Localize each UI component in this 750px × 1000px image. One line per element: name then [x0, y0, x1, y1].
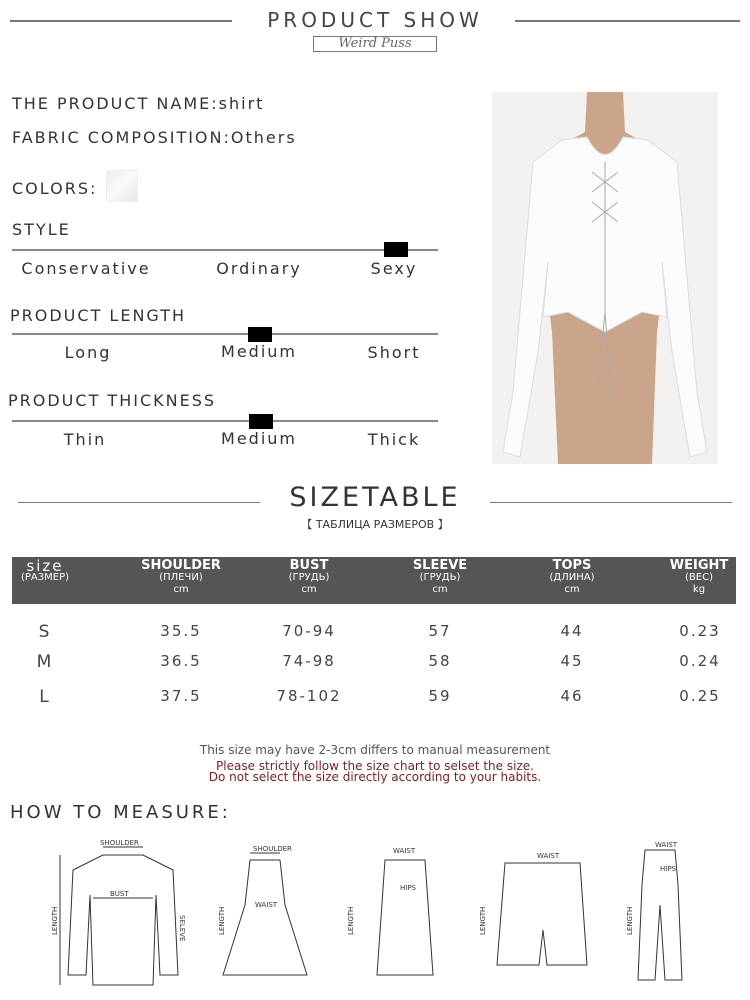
shorts-measure-diagram — [475, 835, 605, 995]
col-ru: (ДЛИНА) — [549, 572, 595, 583]
table-cell: 37.5 — [160, 687, 202, 705]
thickness-marker — [249, 414, 273, 429]
shirt-measure-diagram — [48, 835, 198, 995]
style-option: Ordinary — [216, 259, 302, 278]
size-note: This size may have 2-3cm differs to manual measurement — [199, 743, 551, 757]
section-title: PRODUCT SHOW — [267, 8, 483, 32]
col-weight — [670, 560, 728, 596]
thickness-title: PRODUCT THICKNESS — [8, 391, 216, 410]
product-name — [12, 94, 264, 113]
label-length: LENGTH — [479, 906, 487, 935]
thickness-option: Thick — [367, 430, 421, 449]
product-photo — [492, 92, 718, 464]
table-cell: 58 — [428, 652, 452, 670]
pants-measure-diagram — [620, 835, 700, 995]
label-length: LENGTH — [347, 906, 355, 935]
col-tops — [550, 560, 595, 596]
label-waist: WAIST — [655, 841, 678, 849]
value: Others — [230, 128, 297, 147]
table-cell: 35.5 — [160, 622, 202, 640]
table-cell: 36.5 — [160, 652, 202, 670]
style-scale — [12, 249, 438, 251]
col-unit: cm — [301, 584, 317, 595]
style-option: Sexy — [370, 259, 418, 278]
table-cell: 59 — [428, 687, 452, 705]
size-table-header — [12, 557, 736, 604]
label-waist: WAIST — [393, 847, 416, 855]
col-ru: (ГРУДЬ) — [419, 572, 461, 583]
label-bust: BUST — [110, 890, 129, 898]
length-title: PRODUCT LENGTH — [10, 306, 187, 325]
label-hips: HIPS — [400, 884, 416, 892]
thickness-scale — [12, 420, 438, 422]
label-waist: WAIST — [255, 901, 278, 909]
brand-subtitle: Weird Puss — [313, 36, 437, 52]
table-cell: 0.25 — [679, 687, 721, 705]
thickness-option: Medium — [221, 429, 297, 448]
label-length: LENGTH — [218, 906, 226, 935]
color-swatch-white[interactable] — [106, 170, 138, 202]
col-ru: (ПЛЕЧИ) — [159, 572, 203, 583]
label-length: LENGTH — [51, 906, 59, 935]
col-unit: cm — [564, 584, 580, 595]
col-name: BUST — [289, 558, 329, 573]
col-unit: cm — [173, 584, 189, 595]
length-option: Short — [367, 343, 421, 362]
col-sleeve — [413, 560, 467, 596]
col-unit: kg — [692, 584, 706, 595]
fabric-composition — [12, 128, 297, 147]
table-cell: 57 — [428, 622, 452, 640]
length-scale — [12, 333, 438, 335]
col-size — [20, 557, 70, 584]
skirt-measure-diagram — [345, 835, 445, 995]
col-ru: (РАЗМЕР) — [20, 572, 70, 583]
col-name: WEIGHT — [669, 558, 729, 573]
table-cell: 45 — [560, 652, 584, 670]
col-bust — [289, 560, 330, 596]
col-unit: cm — [432, 584, 448, 595]
label-hips: HIPS — [660, 865, 676, 873]
table-cell: 78-102 — [276, 687, 342, 705]
col-shoulder — [141, 560, 221, 596]
length-option: Long — [64, 343, 112, 362]
sizetable-subtitle: 【 ТАБЛИЦА РАЗМЕРОВ 】 — [301, 518, 449, 531]
size-label: L — [39, 687, 51, 707]
style-title: STYLE — [12, 220, 71, 239]
size-label: S — [38, 622, 52, 642]
label-waist: WAIST — [537, 852, 560, 860]
length-marker — [248, 327, 272, 342]
how-to-measure-title: HOW TO MEASURE: — [10, 802, 231, 823]
style-marker — [384, 242, 408, 257]
length-option: Medium — [221, 342, 297, 361]
table-cell: 70-94 — [282, 622, 336, 640]
table-cell: 0.24 — [679, 652, 721, 670]
colors-label: COLORS: — [12, 179, 98, 198]
sizetable-title: SIZETABLE — [289, 482, 461, 513]
label: FABRIC COMPOSITION: — [12, 128, 231, 147]
size-label: M — [36, 652, 54, 672]
label-sleeve: SELEVE — [178, 915, 186, 942]
col-name: SLEEVE — [412, 558, 468, 573]
thickness-option: Thin — [63, 430, 107, 449]
table-cell: 0.23 — [679, 622, 721, 640]
label-shoulder: SHOULDER — [253, 845, 292, 853]
label: THE PRODUCT NAME: — [12, 94, 219, 113]
value: shirt — [218, 94, 265, 113]
dress-measure-diagram — [215, 835, 315, 995]
col-name: size — [26, 557, 64, 575]
table-cell: 74-98 — [282, 652, 336, 670]
size-warning: Please strictly follow the size chart to selset the size. — [216, 759, 534, 773]
label-length: LENGTH — [626, 906, 634, 935]
col-name: TOPS — [552, 558, 592, 573]
col-ru: (ГРУДЬ) — [288, 572, 330, 583]
size-warning: Do not select the size directly according to your habits. — [208, 770, 542, 784]
label-shoulder: SHOULDER — [100, 839, 139, 847]
col-name: SHOULDER — [141, 558, 221, 573]
table-cell: 44 — [560, 622, 584, 640]
table-cell: 46 — [560, 687, 584, 705]
style-option: Conservative — [21, 259, 151, 278]
col-ru: (ВЕС) — [685, 572, 713, 583]
